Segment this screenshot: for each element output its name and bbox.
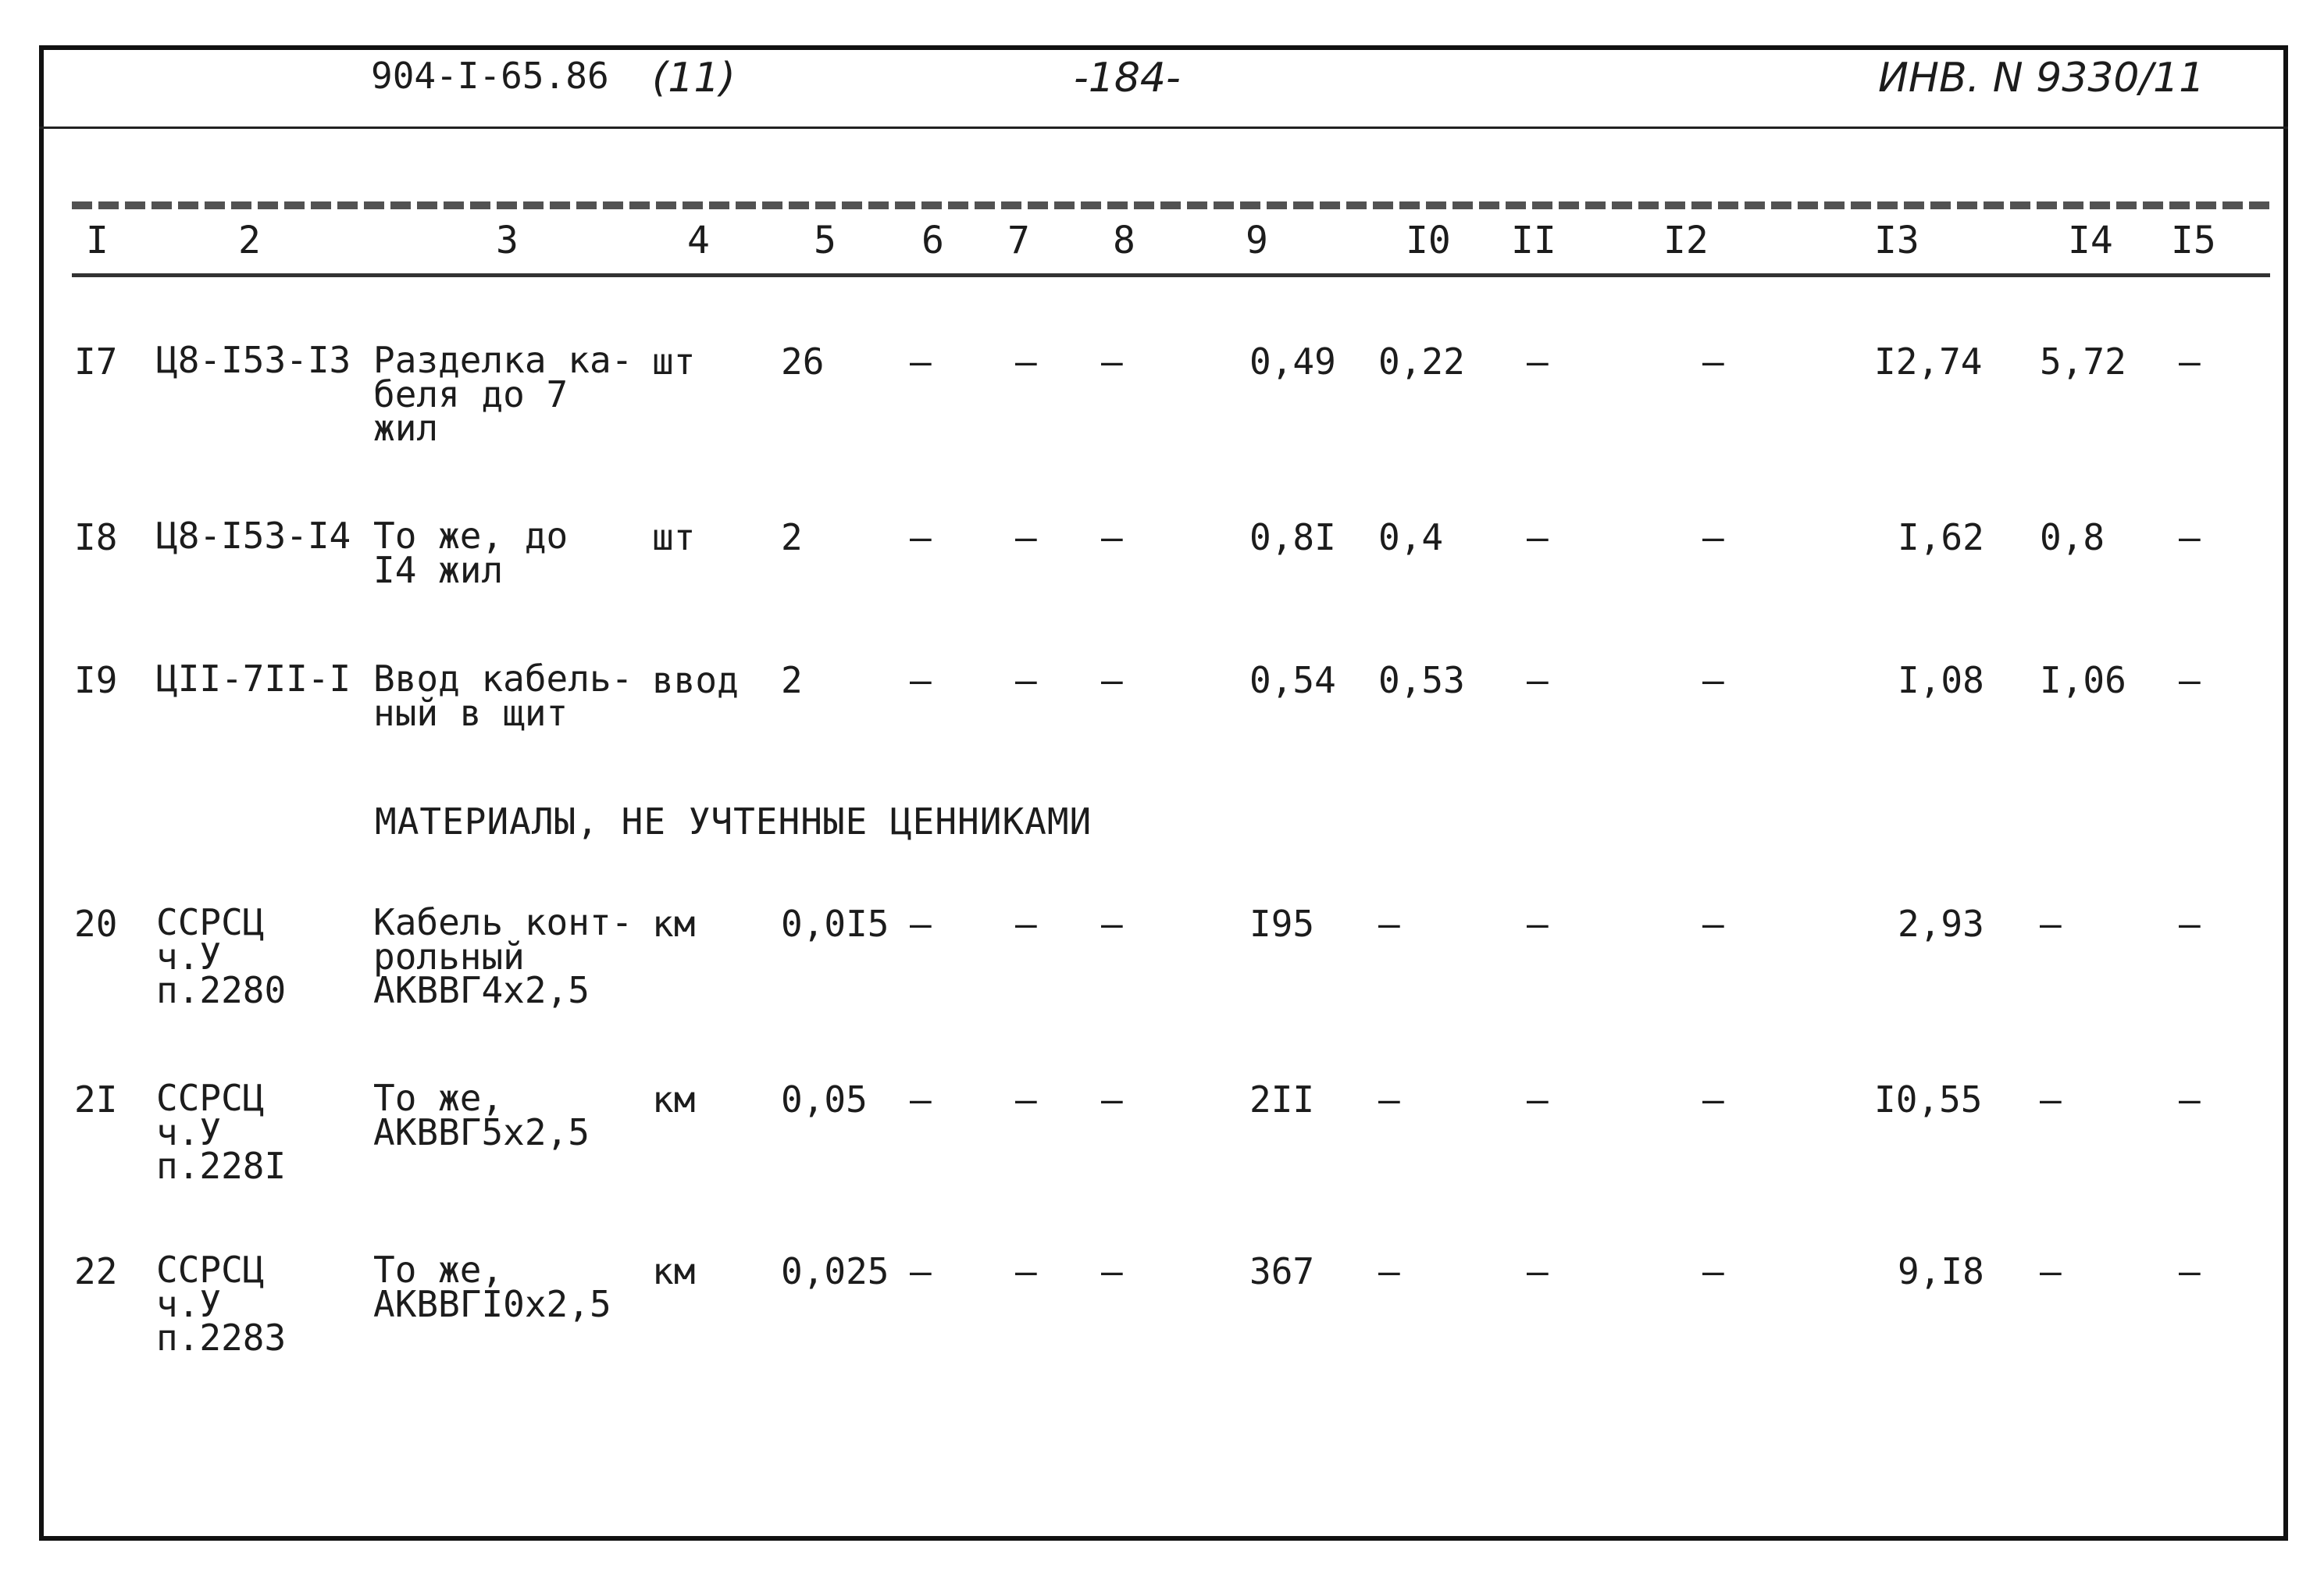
- cell-c7: –: [1015, 1250, 1037, 1292]
- doc-code: 904-I-65.86: [371, 55, 609, 97]
- column-number: I4: [2068, 219, 2113, 262]
- header-divider: [39, 127, 2288, 129]
- cell-n: I7: [74, 340, 118, 383]
- column-number: 8: [1113, 219, 1135, 262]
- column-number: 7: [1007, 219, 1030, 262]
- cell-c12: –: [1702, 516, 1724, 558]
- cell-c14: I,06: [2040, 659, 2126, 701]
- cell-c9: I95: [1249, 903, 1315, 945]
- cell-c14: –: [2040, 1250, 2062, 1292]
- cell-c14: –: [2040, 903, 2062, 945]
- cell-c12: –: [1702, 659, 1724, 701]
- cell-unit: км: [652, 1250, 696, 1292]
- cell-c7: –: [1015, 903, 1037, 945]
- cell-c15: –: [2179, 1078, 2201, 1121]
- cell-c9: 0,49: [1249, 340, 1336, 383]
- cell-c8: –: [1101, 903, 1123, 945]
- column-number: 4: [687, 219, 710, 262]
- cell-n: 20: [74, 903, 118, 945]
- cell-code: Ц8-I53-I3: [156, 339, 351, 381]
- cell-unit: шт: [652, 516, 696, 558]
- column-number: I: [86, 219, 109, 262]
- cell-c13: I2,74: [1874, 340, 1983, 383]
- column-number: 3: [496, 219, 519, 262]
- cell-c6: –: [910, 340, 932, 383]
- cell-c7: –: [1015, 659, 1037, 701]
- cell-c15: –: [2179, 516, 2201, 558]
- cell-code: ССРСЦ ч.У п.2283: [156, 1249, 287, 1360]
- cell-name: То же, АКВВГ5х2,5: [373, 1077, 590, 1153]
- cell-c13: 9,I8: [1898, 1250, 1984, 1292]
- cell-code: ССРСЦ ч.У п.228I: [156, 1077, 287, 1188]
- cell-name: Ввод кабель- ный в щит: [373, 658, 633, 734]
- cell-c9: 367: [1249, 1250, 1315, 1292]
- cell-c14: 0,8: [2040, 516, 2105, 558]
- cell-c12: –: [1702, 903, 1724, 945]
- cell-n: I8: [74, 516, 118, 558]
- cell-c6: –: [910, 903, 932, 945]
- cell-c13: I,62: [1898, 516, 1984, 558]
- cell-c14: 5,72: [2040, 340, 2126, 383]
- cell-c9: 0,54: [1249, 659, 1336, 701]
- cell-c9: 2II: [1249, 1078, 1315, 1121]
- cell-c8: –: [1101, 1250, 1123, 1292]
- cell-c11: –: [1527, 1250, 1549, 1292]
- cell-c10: –: [1378, 1250, 1400, 1292]
- cell-qty: 0,05: [781, 1078, 868, 1121]
- column-number: II: [1511, 219, 1556, 262]
- cell-c6: –: [910, 516, 932, 558]
- cell-c7: –: [1015, 516, 1037, 558]
- cell-c13: 2,93: [1898, 903, 1984, 945]
- inventory-number: ИНВ. N 9330/11: [1878, 55, 2205, 102]
- cell-name: То же, до I4 жил: [373, 515, 569, 591]
- cell-n: 22: [74, 1250, 118, 1292]
- cell-c15: –: [2179, 1250, 2201, 1292]
- table-top-rule: [72, 201, 2270, 209]
- cell-unit: км: [652, 903, 696, 945]
- cell-c12: –: [1702, 1078, 1724, 1121]
- cell-c10: –: [1378, 1078, 1400, 1121]
- cell-c8: –: [1101, 340, 1123, 383]
- cell-n: I9: [74, 659, 118, 701]
- cell-c11: –: [1527, 1078, 1549, 1121]
- cell-c10: 0,53: [1378, 659, 1465, 701]
- header-bottom-rule: [72, 273, 2270, 277]
- section-title: МАТЕРИАЛЫ, НЕ УЧТЕННЫЕ ЦЕННИКАМИ: [375, 800, 1092, 843]
- cell-c6: –: [910, 1250, 932, 1292]
- cell-c10: –: [1378, 903, 1400, 945]
- cell-c10: 0,22: [1378, 340, 1465, 383]
- cell-qty: 2: [781, 659, 803, 701]
- cell-unit: км: [652, 1078, 696, 1121]
- column-number: 2: [238, 219, 261, 262]
- cell-code: Ц8-I53-I4: [156, 515, 351, 557]
- cell-c7: –: [1015, 1078, 1037, 1121]
- cell-c8: –: [1101, 516, 1123, 558]
- cell-c6: –: [910, 659, 932, 701]
- cell-qty: 26: [781, 340, 825, 383]
- cell-name: Разделка ка- беля до 7 жил: [373, 339, 633, 450]
- page-number: -184-: [1074, 55, 1181, 102]
- cell-code: ЦII-7II-I: [156, 658, 351, 700]
- column-number: I5: [2171, 219, 2216, 262]
- cell-qty: 2: [781, 516, 803, 558]
- cell-c15: –: [2179, 659, 2201, 701]
- column-number: 9: [1246, 219, 1268, 262]
- cell-c15: –: [2179, 903, 2201, 945]
- cell-unit: ввод: [652, 659, 739, 701]
- cell-c13: I,08: [1898, 659, 1984, 701]
- cell-name: Кабель конт- рольный АКВВГ4х2,5: [373, 901, 633, 1012]
- cell-c14: –: [2040, 1078, 2062, 1121]
- cell-c10: 0,4: [1378, 516, 1444, 558]
- cell-c9: 0,8I: [1249, 516, 1336, 558]
- cell-c11: –: [1527, 903, 1549, 945]
- cell-n: 2I: [74, 1078, 118, 1121]
- cell-c11: –: [1527, 340, 1549, 383]
- cell-c11: –: [1527, 516, 1549, 558]
- cell-c8: –: [1101, 659, 1123, 701]
- cell-qty: 0,025: [781, 1250, 889, 1292]
- column-number: I2: [1663, 219, 1709, 262]
- column-number: I3: [1874, 219, 1919, 262]
- cell-c12: –: [1702, 340, 1724, 383]
- column-number: I0: [1406, 219, 1451, 262]
- cell-c13: I0,55: [1874, 1078, 1983, 1121]
- cell-c8: –: [1101, 1078, 1123, 1121]
- cell-unit: шт: [652, 340, 696, 383]
- cell-code: ССРСЦ ч.У п.2280: [156, 901, 287, 1012]
- cell-c11: –: [1527, 659, 1549, 701]
- cell-c6: –: [910, 1078, 932, 1121]
- sheet-note: (11): [652, 55, 736, 102]
- column-number: 5: [814, 219, 836, 262]
- cell-c15: –: [2179, 340, 2201, 383]
- column-number: 6: [921, 219, 944, 262]
- cell-name: То же, АКВВГI0х2,5: [373, 1249, 611, 1325]
- cell-c12: –: [1702, 1250, 1724, 1292]
- cell-qty: 0,0I5: [781, 903, 889, 945]
- cell-c7: –: [1015, 340, 1037, 383]
